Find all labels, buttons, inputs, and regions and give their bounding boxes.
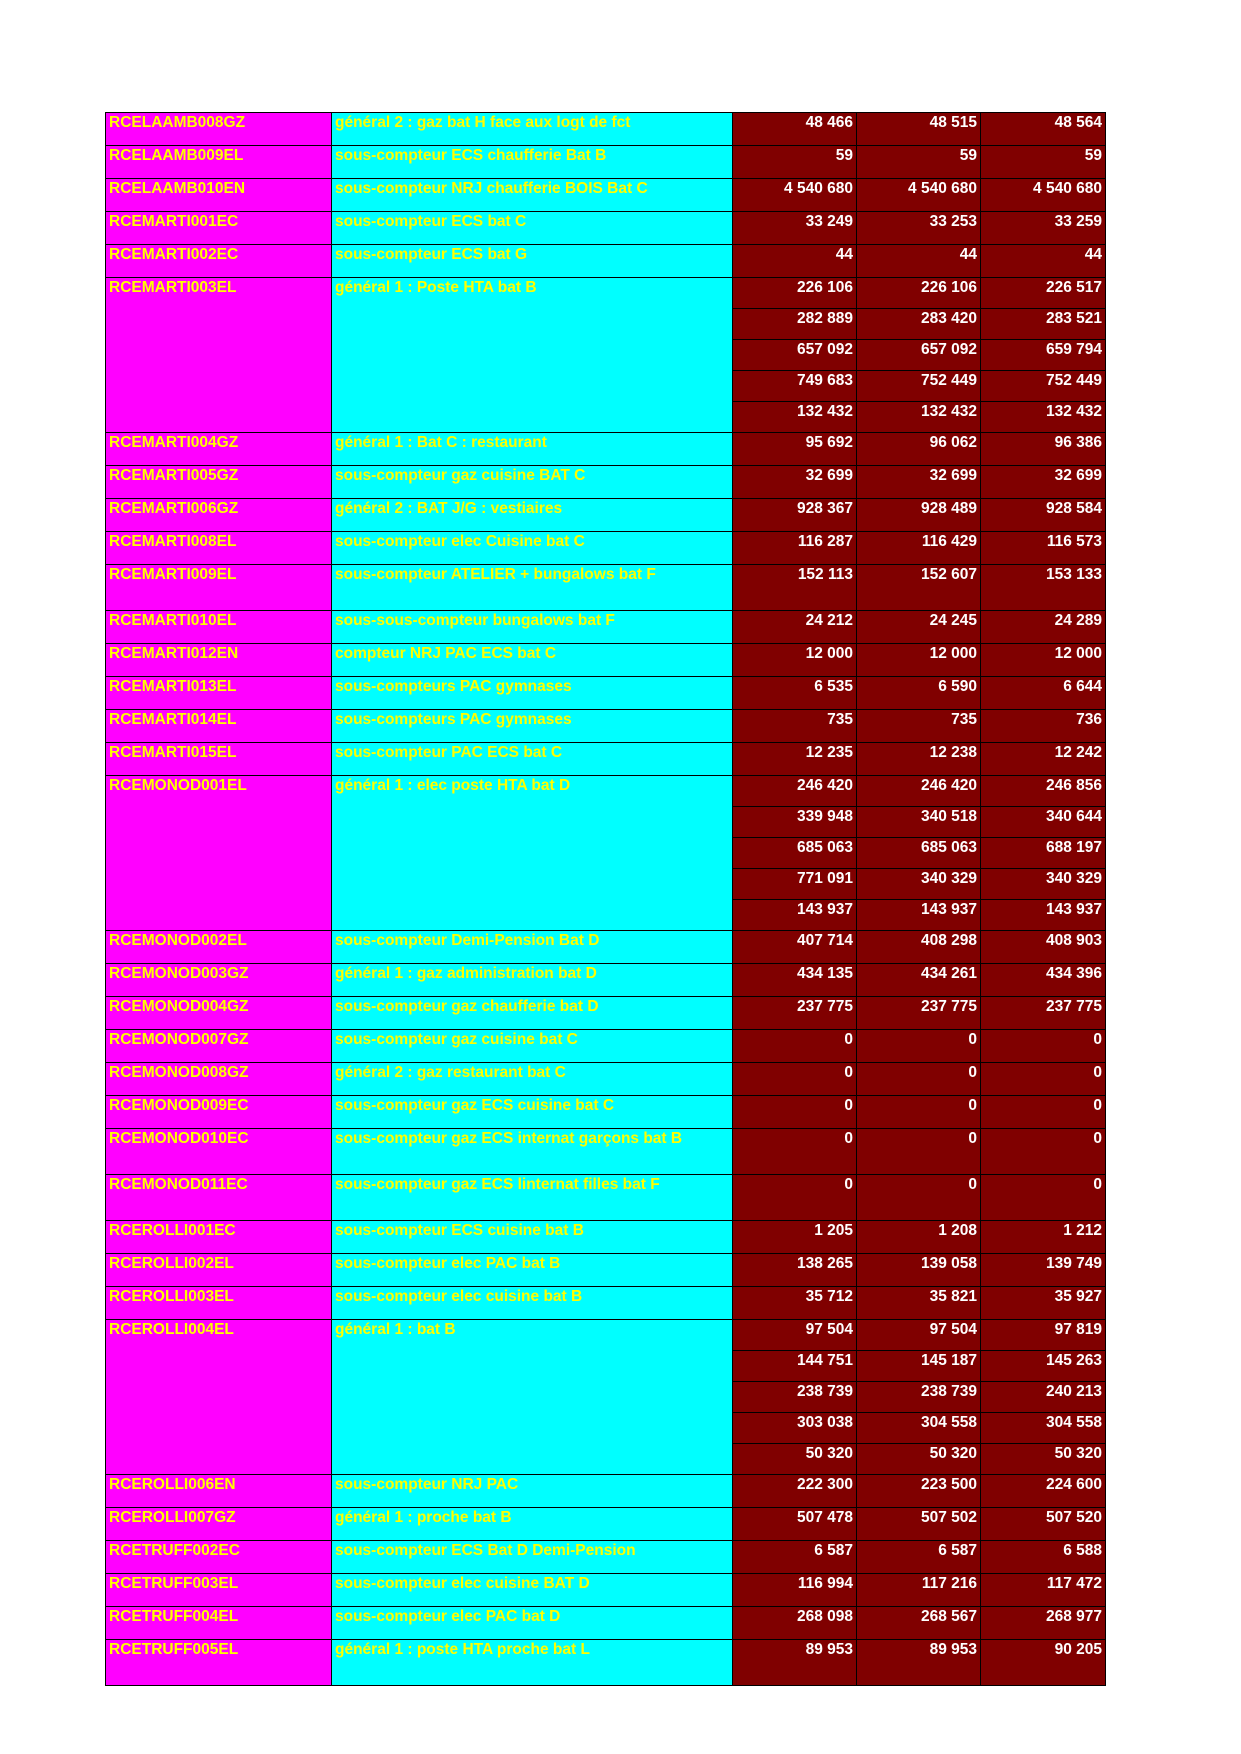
meter-label-cell: compteur NRJ PAC ECS bat C bbox=[332, 644, 733, 677]
table-row bbox=[106, 1574, 1106, 1607]
reading-value-cell: 1 205 bbox=[733, 1221, 857, 1254]
reading-value-cell: 143 937 bbox=[857, 900, 981, 931]
reading-value-cell: 0 bbox=[857, 1129, 981, 1175]
reading-value-cell: 928 367 bbox=[733, 499, 857, 532]
reading-value-cell: 33 249 bbox=[733, 212, 857, 245]
meter-label-cell: général 2 : gaz restaurant bat C bbox=[332, 1063, 733, 1096]
reading-value-cell: 6 588 bbox=[981, 1541, 1106, 1574]
meter-label-cell: général 2 : BAT J/G : vestiaires bbox=[332, 499, 733, 532]
reading-value-cell: 0 bbox=[733, 1030, 857, 1063]
reading-value-cell: 139 749 bbox=[981, 1254, 1106, 1287]
reading-value-cell: 283 521 bbox=[981, 309, 1106, 340]
reading-value-cell: 657 092 bbox=[733, 340, 857, 371]
reading-value-cell: 507 502 bbox=[857, 1508, 981, 1541]
reading-value-cell: 736 bbox=[981, 710, 1106, 743]
meter-code-cell: RCEMONOD001EL bbox=[106, 776, 332, 931]
reading-value-cell: 44 bbox=[733, 245, 857, 278]
meter-code-cell: RCELAAMB010EN bbox=[106, 179, 332, 212]
meter-label-cell: sous-compteur ECS cuisine bat B bbox=[332, 1221, 733, 1254]
table-row bbox=[106, 776, 1106, 807]
meter-code-cell: RCEROLLI006EN bbox=[106, 1475, 332, 1508]
reading-value-cell: 340 644 bbox=[981, 807, 1106, 838]
reading-value-cell: 340 329 bbox=[981, 869, 1106, 900]
reading-value-cell: 0 bbox=[733, 1129, 857, 1175]
table-row bbox=[106, 1030, 1106, 1063]
meter-code-cell: RCEMONOD004GZ bbox=[106, 997, 332, 1030]
reading-value-cell: 1 208 bbox=[857, 1221, 981, 1254]
reading-value-cell: 407 714 bbox=[733, 931, 857, 964]
meter-label-cell: général 2 : gaz bat H face aux logt de fct bbox=[332, 113, 733, 146]
meter-label-cell: sous-compteur gaz cuisine bat C bbox=[332, 1030, 733, 1063]
meter-readings-table bbox=[105, 112, 1106, 1686]
meter-code-cell: RCEMONOD008GZ bbox=[106, 1063, 332, 1096]
reading-value-cell: 35 821 bbox=[857, 1287, 981, 1320]
reading-value-cell: 735 bbox=[733, 710, 857, 743]
meter-label-cell: sous-compteur elec PAC bat B bbox=[332, 1254, 733, 1287]
reading-value-cell: 44 bbox=[981, 245, 1106, 278]
table-row bbox=[106, 997, 1106, 1030]
meter-label-cell: sous-compteur gaz ECS linternat filles bat F bbox=[332, 1175, 733, 1221]
reading-value-cell: 97 819 bbox=[981, 1320, 1106, 1351]
table-row bbox=[106, 1254, 1106, 1287]
reading-value-cell: 735 bbox=[857, 710, 981, 743]
reading-value-cell: 145 263 bbox=[981, 1351, 1106, 1382]
reading-value-cell: 116 994 bbox=[733, 1574, 857, 1607]
meter-label-cell: sous-compteur NRJ PAC bbox=[332, 1475, 733, 1508]
reading-value-cell: 237 775 bbox=[857, 997, 981, 1030]
reading-value-cell: 59 bbox=[981, 146, 1106, 179]
meter-code-cell: RCEROLLI007GZ bbox=[106, 1508, 332, 1541]
reading-value-cell: 89 953 bbox=[733, 1640, 857, 1686]
meter-label-cell: sous-compteurs PAC gymnases bbox=[332, 677, 733, 710]
table-row bbox=[106, 677, 1106, 710]
reading-value-cell: 50 320 bbox=[981, 1444, 1106, 1475]
meter-code-cell: RCEMARTI004GZ bbox=[106, 433, 332, 466]
reading-value-cell: 771 091 bbox=[733, 869, 857, 900]
reading-value-cell: 116 573 bbox=[981, 532, 1106, 565]
reading-value-cell: 0 bbox=[857, 1175, 981, 1221]
reading-value-cell: 89 953 bbox=[857, 1640, 981, 1686]
reading-value-cell: 226 106 bbox=[733, 278, 857, 309]
meter-code-cell: RCETRUFF005EL bbox=[106, 1640, 332, 1686]
reading-value-cell: 132 432 bbox=[981, 402, 1106, 433]
reading-value-cell: 685 063 bbox=[857, 838, 981, 869]
table-row bbox=[106, 565, 1106, 611]
reading-value-cell: 132 432 bbox=[733, 402, 857, 433]
reading-value-cell: 90 205 bbox=[981, 1640, 1106, 1686]
reading-value-cell: 152 113 bbox=[733, 565, 857, 611]
reading-value-cell: 434 135 bbox=[733, 964, 857, 997]
reading-value-cell: 659 794 bbox=[981, 340, 1106, 371]
reading-value-cell: 4 540 680 bbox=[857, 179, 981, 212]
reading-value-cell: 50 320 bbox=[733, 1444, 857, 1475]
meter-code-cell: RCEROLLI002EL bbox=[106, 1254, 332, 1287]
reading-value-cell: 32 699 bbox=[981, 466, 1106, 499]
reading-value-cell: 657 092 bbox=[857, 340, 981, 371]
reading-value-cell: 0 bbox=[857, 1096, 981, 1129]
reading-value-cell: 507 520 bbox=[981, 1508, 1106, 1541]
meter-label-cell: sous-compteur elec cuisine BAT D bbox=[332, 1574, 733, 1607]
reading-value-cell: 0 bbox=[733, 1096, 857, 1129]
reading-value-cell: 928 489 bbox=[857, 499, 981, 532]
reading-value-cell: 12 238 bbox=[857, 743, 981, 776]
reading-value-cell: 1 212 bbox=[981, 1221, 1106, 1254]
reading-value-cell: 240 213 bbox=[981, 1382, 1106, 1413]
reading-value-cell: 238 739 bbox=[733, 1382, 857, 1413]
reading-value-cell: 339 948 bbox=[733, 807, 857, 838]
reading-value-cell: 132 432 bbox=[857, 402, 981, 433]
reading-value-cell: 139 058 bbox=[857, 1254, 981, 1287]
table-row bbox=[106, 113, 1106, 146]
reading-value-cell: 50 320 bbox=[857, 1444, 981, 1475]
reading-value-cell: 116 287 bbox=[733, 532, 857, 565]
meter-code-cell: RCEMONOD007GZ bbox=[106, 1030, 332, 1063]
reading-value-cell: 0 bbox=[857, 1030, 981, 1063]
meter-code-cell: RCEMONOD009EC bbox=[106, 1096, 332, 1129]
table-row bbox=[106, 499, 1106, 532]
reading-value-cell: 268 977 bbox=[981, 1607, 1106, 1640]
meter-label-cell: sous-compteurs PAC gymnases bbox=[332, 710, 733, 743]
reading-value-cell: 928 584 bbox=[981, 499, 1106, 532]
reading-value-cell: 145 187 bbox=[857, 1351, 981, 1382]
reading-value-cell: 116 429 bbox=[857, 532, 981, 565]
reading-value-cell: 246 420 bbox=[733, 776, 857, 807]
reading-value-cell: 0 bbox=[981, 1175, 1106, 1221]
meter-code-cell: RCEROLLI004EL bbox=[106, 1320, 332, 1475]
meter-code-cell: RCEMARTI005GZ bbox=[106, 466, 332, 499]
meter-label-cell: général 1 : Bat C : restaurant bbox=[332, 433, 733, 466]
meter-label-cell: sous-compteur NRJ chaufferie BOIS Bat C bbox=[332, 179, 733, 212]
reading-value-cell: 268 567 bbox=[857, 1607, 981, 1640]
reading-value-cell: 44 bbox=[857, 245, 981, 278]
table-row bbox=[106, 743, 1106, 776]
reading-value-cell: 152 607 bbox=[857, 565, 981, 611]
meter-label-cell: général 1 : gaz administration bat D bbox=[332, 964, 733, 997]
meter-code-cell: RCETRUFF003EL bbox=[106, 1574, 332, 1607]
table-row bbox=[106, 212, 1106, 245]
meter-code-cell: RCELAAMB008GZ bbox=[106, 113, 332, 146]
reading-value-cell: 282 889 bbox=[733, 309, 857, 340]
reading-value-cell: 226 106 bbox=[857, 278, 981, 309]
meter-code-cell: RCEMARTI001EC bbox=[106, 212, 332, 245]
reading-value-cell: 24 212 bbox=[733, 611, 857, 644]
table-row bbox=[106, 433, 1106, 466]
reading-value-cell: 749 683 bbox=[733, 371, 857, 402]
meter-code-cell: RCEMARTI006GZ bbox=[106, 499, 332, 532]
reading-value-cell: 4 540 680 bbox=[981, 179, 1106, 212]
reading-value-cell: 24 245 bbox=[857, 611, 981, 644]
meter-code-cell: RCEMARTI009EL bbox=[106, 565, 332, 611]
meter-label-cell: sous-sous-compteur bungalows bat F bbox=[332, 611, 733, 644]
reading-value-cell: 0 bbox=[733, 1063, 857, 1096]
table-row bbox=[106, 1508, 1106, 1541]
reading-value-cell: 6 644 bbox=[981, 677, 1106, 710]
reading-value-cell: 12 235 bbox=[733, 743, 857, 776]
meter-code-cell: RCELAAMB009EL bbox=[106, 146, 332, 179]
meter-code-cell: RCEMARTI013EL bbox=[106, 677, 332, 710]
table-row bbox=[106, 1287, 1106, 1320]
reading-value-cell: 117 216 bbox=[857, 1574, 981, 1607]
reading-value-cell: 144 751 bbox=[733, 1351, 857, 1382]
reading-value-cell: 12 000 bbox=[981, 644, 1106, 677]
table-row bbox=[106, 1320, 1106, 1351]
table-row bbox=[106, 1175, 1106, 1221]
meter-label-cell: général 1 : elec poste HTA bat D bbox=[332, 776, 733, 931]
table-row bbox=[106, 1607, 1106, 1640]
meter-code-cell: RCEMARTI014EL bbox=[106, 710, 332, 743]
meter-code-cell: RCEROLLI001EC bbox=[106, 1221, 332, 1254]
reading-value-cell: 408 298 bbox=[857, 931, 981, 964]
meter-readings-body bbox=[106, 113, 1106, 1686]
reading-value-cell: 35 712 bbox=[733, 1287, 857, 1320]
reading-value-cell: 237 775 bbox=[733, 997, 857, 1030]
table-row bbox=[106, 1221, 1106, 1254]
table-row bbox=[106, 1541, 1106, 1574]
reading-value-cell: 6 587 bbox=[857, 1541, 981, 1574]
reading-value-cell: 408 903 bbox=[981, 931, 1106, 964]
reading-value-cell: 304 558 bbox=[857, 1413, 981, 1444]
reading-value-cell: 752 449 bbox=[857, 371, 981, 402]
reading-value-cell: 0 bbox=[981, 1096, 1106, 1129]
reading-value-cell: 33 253 bbox=[857, 212, 981, 245]
meter-code-cell: RCEMONOD003GZ bbox=[106, 964, 332, 997]
reading-value-cell: 117 472 bbox=[981, 1574, 1106, 1607]
reading-value-cell: 222 300 bbox=[733, 1475, 857, 1508]
table-row bbox=[106, 710, 1106, 743]
meter-code-cell: RCEMONOD010EC bbox=[106, 1129, 332, 1175]
reading-value-cell: 0 bbox=[857, 1063, 981, 1096]
table-row bbox=[106, 532, 1106, 565]
meter-code-cell: RCEMARTI008EL bbox=[106, 532, 332, 565]
meter-label-cell: sous-compteur PAC ECS bat C bbox=[332, 743, 733, 776]
reading-value-cell: 268 098 bbox=[733, 1607, 857, 1640]
table-row bbox=[106, 931, 1106, 964]
reading-value-cell: 59 bbox=[733, 146, 857, 179]
meter-label-cell: sous-compteur ECS chaufferie Bat B bbox=[332, 146, 733, 179]
meter-label-cell: sous-compteur elec Cuisine bat C bbox=[332, 532, 733, 565]
reading-value-cell: 153 133 bbox=[981, 565, 1106, 611]
meter-label-cell: général 1 : bat B bbox=[332, 1320, 733, 1475]
reading-value-cell: 246 856 bbox=[981, 776, 1106, 807]
meter-code-cell: RCEMARTI010EL bbox=[106, 611, 332, 644]
reading-value-cell: 95 692 bbox=[733, 433, 857, 466]
meter-label-cell: sous-compteur elec cuisine bat B bbox=[332, 1287, 733, 1320]
table-row bbox=[106, 644, 1106, 677]
meter-label-cell: général 1 : poste HTA proche bat L bbox=[332, 1640, 733, 1686]
reading-value-cell: 12 242 bbox=[981, 743, 1106, 776]
meter-label-cell: sous-compteur gaz ECS internat garçons bat B bbox=[332, 1129, 733, 1175]
reading-value-cell: 4 540 680 bbox=[733, 179, 857, 212]
meter-code-cell: RCEMARTI002EC bbox=[106, 245, 332, 278]
meter-label-cell: sous-compteur gaz ECS cuisine bat C bbox=[332, 1096, 733, 1129]
reading-value-cell: 0 bbox=[981, 1129, 1106, 1175]
meter-code-cell: RCEMARTI012EN bbox=[106, 644, 332, 677]
reading-value-cell: 304 558 bbox=[981, 1413, 1106, 1444]
meter-code-cell: RCEMARTI015EL bbox=[106, 743, 332, 776]
reading-value-cell: 32 699 bbox=[857, 466, 981, 499]
reading-value-cell: 238 739 bbox=[857, 1382, 981, 1413]
meter-code-cell: RCEROLLI003EL bbox=[106, 1287, 332, 1320]
reading-value-cell: 752 449 bbox=[981, 371, 1106, 402]
reading-value-cell: 507 478 bbox=[733, 1508, 857, 1541]
meter-code-cell: RCETRUFF002EC bbox=[106, 1541, 332, 1574]
reading-value-cell: 138 265 bbox=[733, 1254, 857, 1287]
meter-label-cell: sous-compteur elec PAC bat D bbox=[332, 1607, 733, 1640]
reading-value-cell: 12 000 bbox=[857, 644, 981, 677]
reading-value-cell: 434 261 bbox=[857, 964, 981, 997]
reading-value-cell: 226 517 bbox=[981, 278, 1106, 309]
meter-label-cell: général 1 : Poste HTA bat B bbox=[332, 278, 733, 433]
reading-value-cell: 96 062 bbox=[857, 433, 981, 466]
reading-value-cell: 6 590 bbox=[857, 677, 981, 710]
table-row bbox=[106, 466, 1106, 499]
reading-value-cell: 0 bbox=[981, 1030, 1106, 1063]
reading-value-cell: 96 386 bbox=[981, 433, 1106, 466]
reading-value-cell: 434 396 bbox=[981, 964, 1106, 997]
reading-value-cell: 283 420 bbox=[857, 309, 981, 340]
reading-value-cell: 97 504 bbox=[857, 1320, 981, 1351]
meter-label-cell: sous-compteur ECS bat C bbox=[332, 212, 733, 245]
table-row bbox=[106, 1063, 1106, 1096]
reading-value-cell: 33 259 bbox=[981, 212, 1106, 245]
reading-value-cell: 340 329 bbox=[857, 869, 981, 900]
meter-label-cell: sous-compteur ATELIER + bungalows bat F bbox=[332, 565, 733, 611]
reading-value-cell: 97 504 bbox=[733, 1320, 857, 1351]
table-row bbox=[106, 1096, 1106, 1129]
table-row bbox=[106, 1129, 1106, 1175]
meter-code-cell: RCETRUFF004EL bbox=[106, 1607, 332, 1640]
meter-code-cell: RCEMARTI003EL bbox=[106, 278, 332, 433]
reading-value-cell: 224 600 bbox=[981, 1475, 1106, 1508]
meter-label-cell: sous-compteur gaz cuisine BAT C bbox=[332, 466, 733, 499]
reading-value-cell: 688 197 bbox=[981, 838, 1106, 869]
meter-code-cell: RCEMONOD002EL bbox=[106, 931, 332, 964]
meter-label-cell: sous-compteur ECS Bat D Demi-Pension bbox=[332, 1541, 733, 1574]
reading-value-cell: 685 063 bbox=[733, 838, 857, 869]
reading-value-cell: 59 bbox=[857, 146, 981, 179]
table-row bbox=[106, 179, 1106, 212]
reading-value-cell: 24 289 bbox=[981, 611, 1106, 644]
meter-label-cell: sous-compteur ECS bat G bbox=[332, 245, 733, 278]
table-row bbox=[106, 1640, 1106, 1686]
meter-label-cell: sous-compteur Demi-Pension Bat D bbox=[332, 931, 733, 964]
table-row bbox=[106, 611, 1106, 644]
reading-value-cell: 223 500 bbox=[857, 1475, 981, 1508]
reading-value-cell: 6 587 bbox=[733, 1541, 857, 1574]
table-row bbox=[106, 278, 1106, 309]
reading-value-cell: 48 515 bbox=[857, 113, 981, 146]
reading-value-cell: 48 564 bbox=[981, 113, 1106, 146]
reading-value-cell: 0 bbox=[733, 1175, 857, 1221]
table-row bbox=[106, 964, 1106, 997]
reading-value-cell: 48 466 bbox=[733, 113, 857, 146]
meter-label-cell: général 1 : proche bat B bbox=[332, 1508, 733, 1541]
reading-value-cell: 340 518 bbox=[857, 807, 981, 838]
reading-value-cell: 6 535 bbox=[733, 677, 857, 710]
reading-value-cell: 0 bbox=[981, 1063, 1106, 1096]
reading-value-cell: 303 038 bbox=[733, 1413, 857, 1444]
reading-value-cell: 32 699 bbox=[733, 466, 857, 499]
meter-label-cell: sous-compteur gaz chaufferie bat D bbox=[332, 997, 733, 1030]
reading-value-cell: 143 937 bbox=[733, 900, 857, 931]
table-row bbox=[106, 245, 1106, 278]
reading-value-cell: 143 937 bbox=[981, 900, 1106, 931]
reading-value-cell: 246 420 bbox=[857, 776, 981, 807]
table-row bbox=[106, 1475, 1106, 1508]
reading-value-cell: 237 775 bbox=[981, 997, 1106, 1030]
reading-value-cell: 35 927 bbox=[981, 1287, 1106, 1320]
meter-code-cell: RCEMONOD011EC bbox=[106, 1175, 332, 1221]
reading-value-cell: 12 000 bbox=[733, 644, 857, 677]
table-row bbox=[106, 146, 1106, 179]
